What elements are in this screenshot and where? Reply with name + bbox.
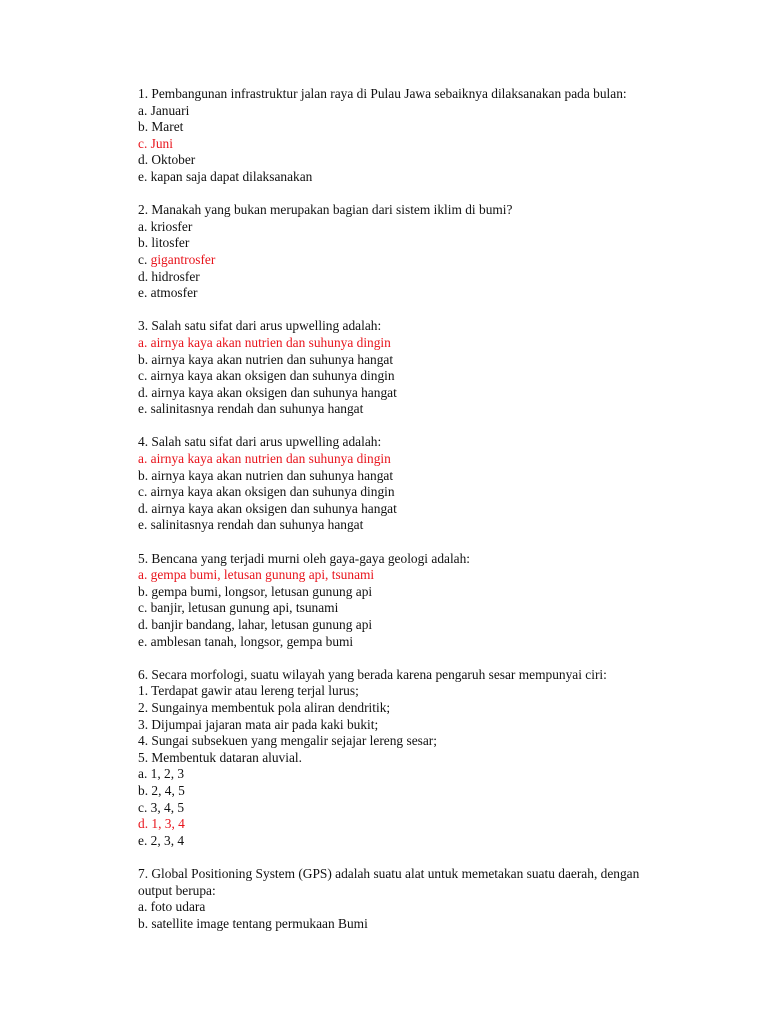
option-correct-answer — [138, 252, 698, 269]
option: d. airnya kaya akan oksigen dan suhunya hangat — [138, 500, 397, 516]
question-text: 6. Secara morfologi, suatu wilayah yang berada karena pengaruh sesar mempunyai ciri: — [138, 666, 607, 682]
option: d. banjir bandang, lahar, letusan gunung api — [138, 617, 373, 632]
option: a. Januari — [138, 102, 190, 118]
option: d. hidrosfer — [138, 268, 200, 284]
option: c. airnya kaya akan oksigen dan suhunya dingin — [138, 484, 395, 500]
option-correct-answer: a. airnya kaya akan nutrien dan suhunya dingin — [138, 334, 391, 350]
question-7 — [138, 866, 698, 932]
option: b. gempa bumi, longsor, letusan gunung api — [138, 583, 373, 599]
option: e. kapan saja dapat dilaksanakan — [138, 168, 313, 184]
question-stem — [138, 866, 698, 899]
option-list — [138, 335, 698, 418]
option: b. Maret — [138, 119, 184, 135]
statement-line: 1. Terdapat gawir atau lereng terjal lurus; — [138, 683, 359, 699]
statement-line: 5. Membentuk dataran aluvial. — [138, 749, 302, 765]
option-list — [138, 451, 698, 534]
question-stem — [138, 434, 698, 451]
option: c. banjir, letusan gunung api, tsunami — [138, 600, 339, 616]
question-stem — [138, 667, 698, 767]
question-stem — [138, 202, 698, 219]
option: b. satellite image tentang permukaan Bumi — [138, 915, 368, 931]
question-text: 7. Global Positioning System (GPS) adalah suatu alat untuk memetakan suatu daerah, dengan — [138, 865, 640, 881]
question-5 — [138, 551, 698, 651]
option: b. litosfer — [138, 235, 190, 251]
option: e. amblesan tanah, longsor, gempa bumi — [138, 633, 354, 649]
question-stem — [138, 318, 698, 335]
question-text: 3. Salah satu sifat dari arus upwelling adalah: — [138, 318, 382, 334]
question-1 — [138, 86, 698, 186]
option: e. salinitasnya rendah dan suhunya hangat — [138, 401, 364, 417]
option-correct-answer: d. 1, 3, 4 — [138, 816, 185, 832]
option-letter: c. — [138, 251, 151, 267]
statement-line: 3. Dijumpai jajaran mata air pada kaki bukit; — [138, 716, 379, 732]
option: b. 2, 4, 5 — [138, 782, 185, 798]
question-6 — [138, 667, 698, 850]
question-3 — [138, 318, 698, 418]
option: c. 3, 4, 5 — [138, 799, 185, 815]
option: a. 1, 2, 3 — [138, 766, 185, 782]
statement-line: output berupa: — [138, 882, 216, 898]
option: c. airnya kaya akan oksigen dan suhunya dingin — [138, 368, 395, 384]
option: e. atmosfer — [138, 285, 198, 301]
question-4 — [138, 434, 698, 534]
question-stem — [138, 86, 698, 103]
option-list — [138, 567, 698, 650]
question-text: 4. Salah satu sifat dari arus upwelling adalah: — [138, 434, 382, 450]
question-2 — [138, 202, 698, 302]
option: a. foto udara — [138, 899, 206, 915]
option-correct-answer: a. gempa bumi, letusan gunung api, tsunami — [138, 567, 375, 583]
option-list — [138, 219, 698, 302]
option: b. airnya kaya akan nutrien dan suhunya hangat — [138, 351, 394, 367]
option: e. salinitasnya rendah dan suhunya hangat — [138, 517, 364, 533]
document-body — [138, 86, 698, 949]
option: a. kriosfer — [138, 218, 193, 234]
option-list — [138, 766, 698, 849]
option-correct-answer: a. airnya kaya akan nutrien dan suhunya dingin — [138, 451, 391, 467]
option-list — [138, 899, 698, 932]
question-text: 2. Manakah yang bukan merupakan bagian dari sistem iklim di bumi? — [138, 202, 513, 218]
option: e. 2, 3, 4 — [138, 832, 185, 848]
statement-line: 2. Sungainya membentuk pola aliran dendritik; — [138, 699, 391, 715]
option-list — [138, 103, 698, 186]
question-stem — [138, 551, 698, 568]
question-text: 1. Pembangunan infrastruktur jalan raya di Pulau Jawa sebaiknya dilaksanakan pada bulan: — [138, 86, 627, 101]
statement-line: 4. Sungai subsekuen yang mengalir sejajar lereng sesar; — [138, 733, 437, 749]
question-text: 5. Bencana yang terjadi murni oleh gaya-gaya geologi adalah: — [138, 550, 471, 566]
option-text: gigantrosfer — [150, 251, 216, 267]
option-correct-answer: c. Juni — [138, 135, 173, 151]
option: b. airnya kaya akan nutrien dan suhunya hangat — [138, 467, 394, 483]
option: d. Oktober — [138, 152, 196, 168]
option: d. airnya kaya akan oksigen dan suhunya hangat — [138, 384, 397, 400]
